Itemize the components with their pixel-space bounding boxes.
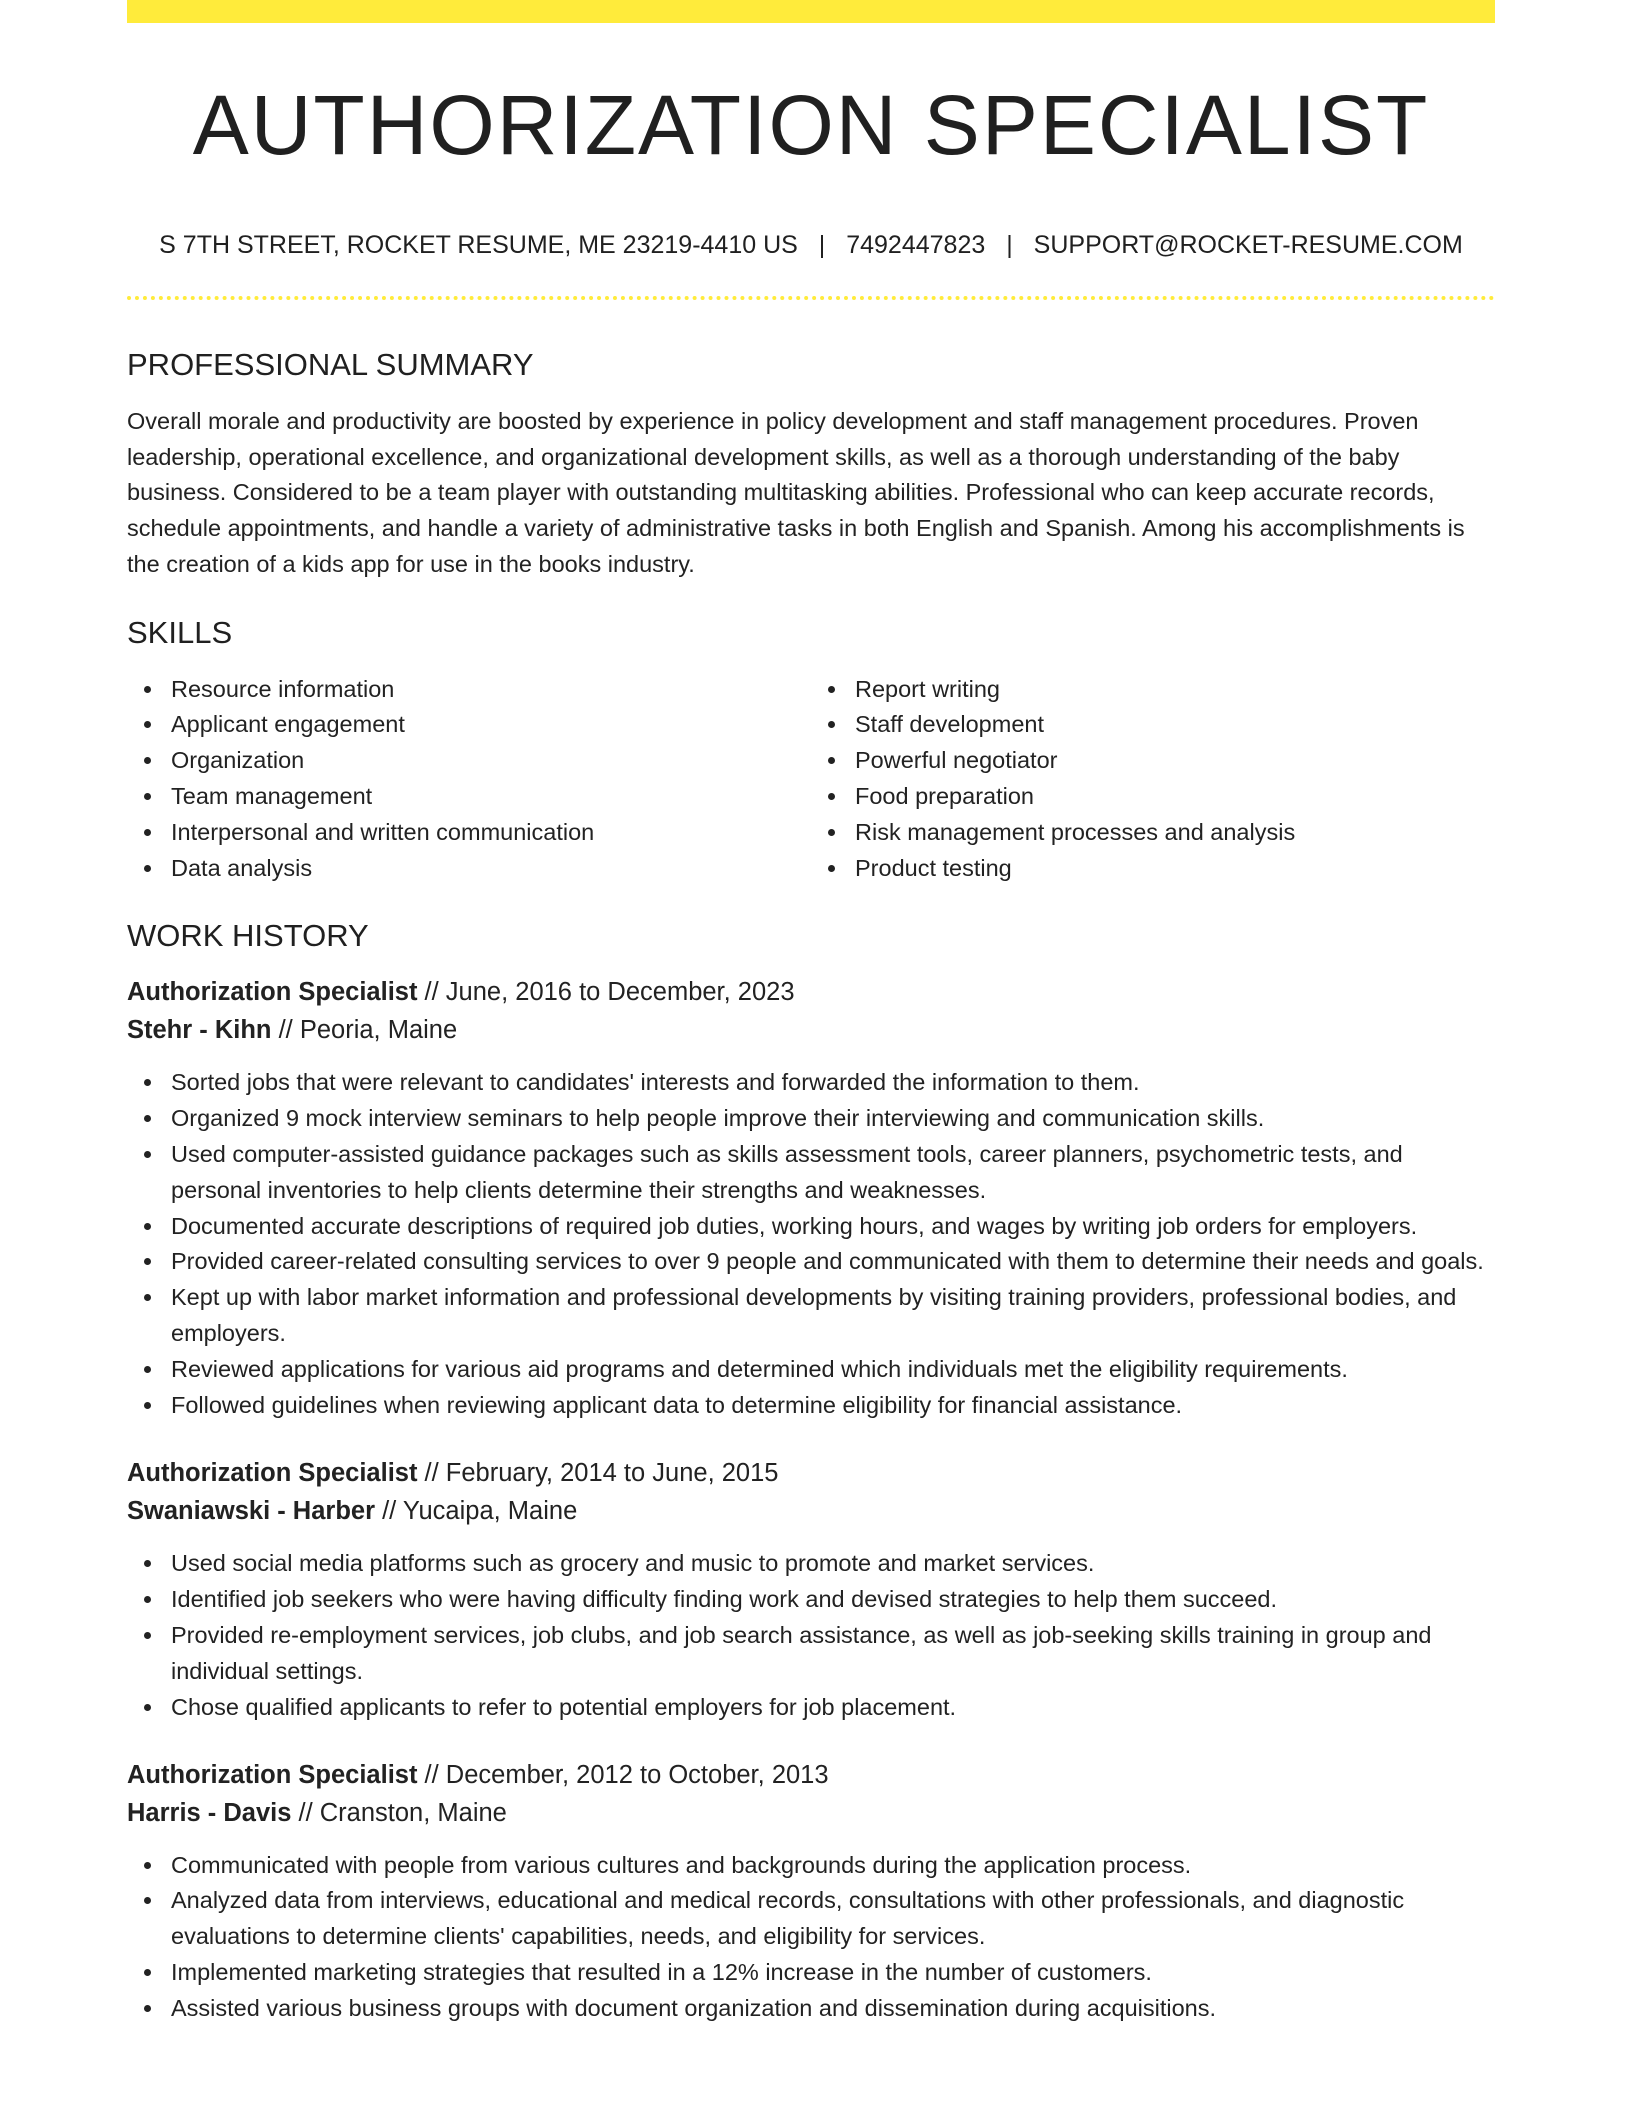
job-entry: [127, 973, 1495, 1424]
job-duty-item: Communicated with people from various cultures and backgrounds during the application process.: [171, 1848, 1495, 1884]
job-company: Harris - Davis: [127, 1798, 292, 1827]
resume-page: [127, 0, 1495, 2027]
job-duty-item: Identified job seekers who were having difficulty finding work and devised strategies to help them succeed.: [171, 1582, 1495, 1618]
job-role: Authorization Specialist: [127, 977, 418, 1006]
job-location: // Yucaipa, Maine: [375, 1497, 578, 1526]
job-duty-item: Followed guidelines when reviewing applicant data to determine eligibility for financial assistance.: [171, 1388, 1495, 1424]
job-dates: // June, 2016 to December, 2023: [417, 977, 795, 1006]
job-duty-item: Sorted jobs that were relevant to candidates' interests and forwarded the information to them.: [171, 1065, 1495, 1101]
skill-item: Staff development: [855, 707, 1495, 743]
job-company-line: [127, 1492, 1495, 1530]
job-company: Stehr - Kihn: [127, 1015, 272, 1044]
job-duty-item: Assisted various business groups with document organization and dissemination during acquisitions.: [171, 1991, 1495, 2027]
job-company-line: [127, 1794, 1495, 1832]
job-duty-item: Documented accurate descriptions of required job duties, working hours, and wages by writing job orders for employers.: [171, 1209, 1495, 1245]
job-duty-item: Chose qualified applicants to refer to potential employers for job placement.: [171, 1690, 1495, 1726]
contact-phone: 7492447823: [846, 231, 986, 259]
job-entry: [127, 1756, 1495, 2028]
skill-item: Applicant engagement: [171, 707, 811, 743]
skill-item: Team management: [171, 779, 811, 815]
job-entry: [127, 1454, 1495, 1726]
skills-column-left: [127, 672, 811, 887]
job-duty-item: Organized 9 mock interview seminars to help people improve their interviewing and communication skills.: [171, 1101, 1495, 1137]
job-role: Authorization Specialist: [127, 1760, 418, 1789]
job-duties-list: [127, 1065, 1495, 1424]
job-duty-item: Provided career-related consulting services to over 9 people and communicated with them to determine their needs and goals.: [171, 1244, 1495, 1280]
job-duty-item: Reviewed applications for various aid programs and determined which individuals met the eligibility requirements.: [171, 1352, 1495, 1388]
skill-item: Report writing: [855, 672, 1495, 708]
skills-column-right: [811, 672, 1495, 887]
skill-item: Data analysis: [171, 851, 811, 887]
summary-heading: PROFESSIONAL SUMMARY: [127, 347, 534, 382]
skill-item: Risk management processes and analysis: [855, 815, 1495, 851]
skills-list: [127, 672, 1495, 887]
job-title-line: [127, 1454, 1495, 1492]
job-role: Authorization Specialist: [127, 1459, 418, 1488]
job-title-line: [127, 1756, 1495, 1794]
job-company: Swaniawski - Harber: [127, 1497, 376, 1526]
skill-item: Resource information: [171, 672, 811, 708]
contact-separator: |: [1006, 231, 1013, 259]
job-duty-item: Analyzed data from interviews, educational and medical records, consultations with other professionals, and diagnostic evaluations to determine clients' capabilities, needs, and eligibility for services.: [171, 1883, 1495, 1955]
top-accent-bar: [127, 0, 1495, 23]
job-company-line: [127, 1011, 1495, 1049]
contact-separator: |: [818, 231, 826, 259]
contact-email: SUPPORT@ROCKET-RESUME.COM: [1033, 231, 1463, 259]
resume-title: AUTHORIZATION SPECIALIST: [192, 78, 1430, 172]
job-location: // Peoria, Maine: [271, 1015, 458, 1044]
skill-item: Organization: [171, 743, 811, 779]
job-duties-list: [127, 1848, 1495, 2028]
skill-item: Interpersonal and written communication: [171, 815, 811, 851]
job-duty-item: Used computer-assisted guidance packages such as skills assessment tools, career planners, psychometric tests, and personal inventories to help clients determine their strengths and weaknesses.: [171, 1137, 1495, 1209]
contact-line: [127, 233, 1495, 258]
job-duty-item: Kept up with labor market information and professional developments by visiting training providers, professional bodies, and employers.: [171, 1280, 1495, 1352]
job-title-line: [127, 973, 1495, 1011]
work-history-heading: WORK HISTORY: [127, 917, 369, 953]
job-dates: // December, 2012 to October, 2013: [417, 1760, 829, 1789]
job-duties-list: [127, 1546, 1495, 1726]
job-dates: // February, 2014 to June, 2015: [417, 1459, 779, 1488]
job-duty-item: Provided re-employment services, job clubs, and job search assistance, as well as job-seeking skills training in group and individual settings.: [171, 1618, 1495, 1690]
job-location: // Cranston, Maine: [291, 1798, 507, 1827]
header-divider: [127, 296, 1495, 300]
skills-heading: SKILLS: [127, 614, 233, 650]
contact-address: S 7TH STREET, ROCKET RESUME, ME 23219-4410 US: [159, 231, 798, 259]
job-duty-item: Implemented marketing strategies that resulted in a 12% increase in the number of customers.: [171, 1955, 1495, 1991]
summary-text: Overall morale and productivity are boosted by experience in policy development and staff management procedures. Proven leadership, operational excellence, and organizational development skills, as well as a thorough understanding of the baby business. Considered to be a team player with outstanding multitasking abilities. Professional who can keep accurate records, schedule appointments, and handle a variety of administrative tasks in both English and Spanish. Among his accomplishments is the creation of a kids app for use in the books industry.: [127, 408, 1465, 577]
job-duty-item: Used social media platforms such as grocery and music to promote and market services.: [171, 1546, 1495, 1582]
skill-item: Powerful negotiator: [855, 743, 1495, 779]
skill-item: Food preparation: [855, 779, 1495, 815]
skill-item: Product testing: [855, 851, 1495, 887]
